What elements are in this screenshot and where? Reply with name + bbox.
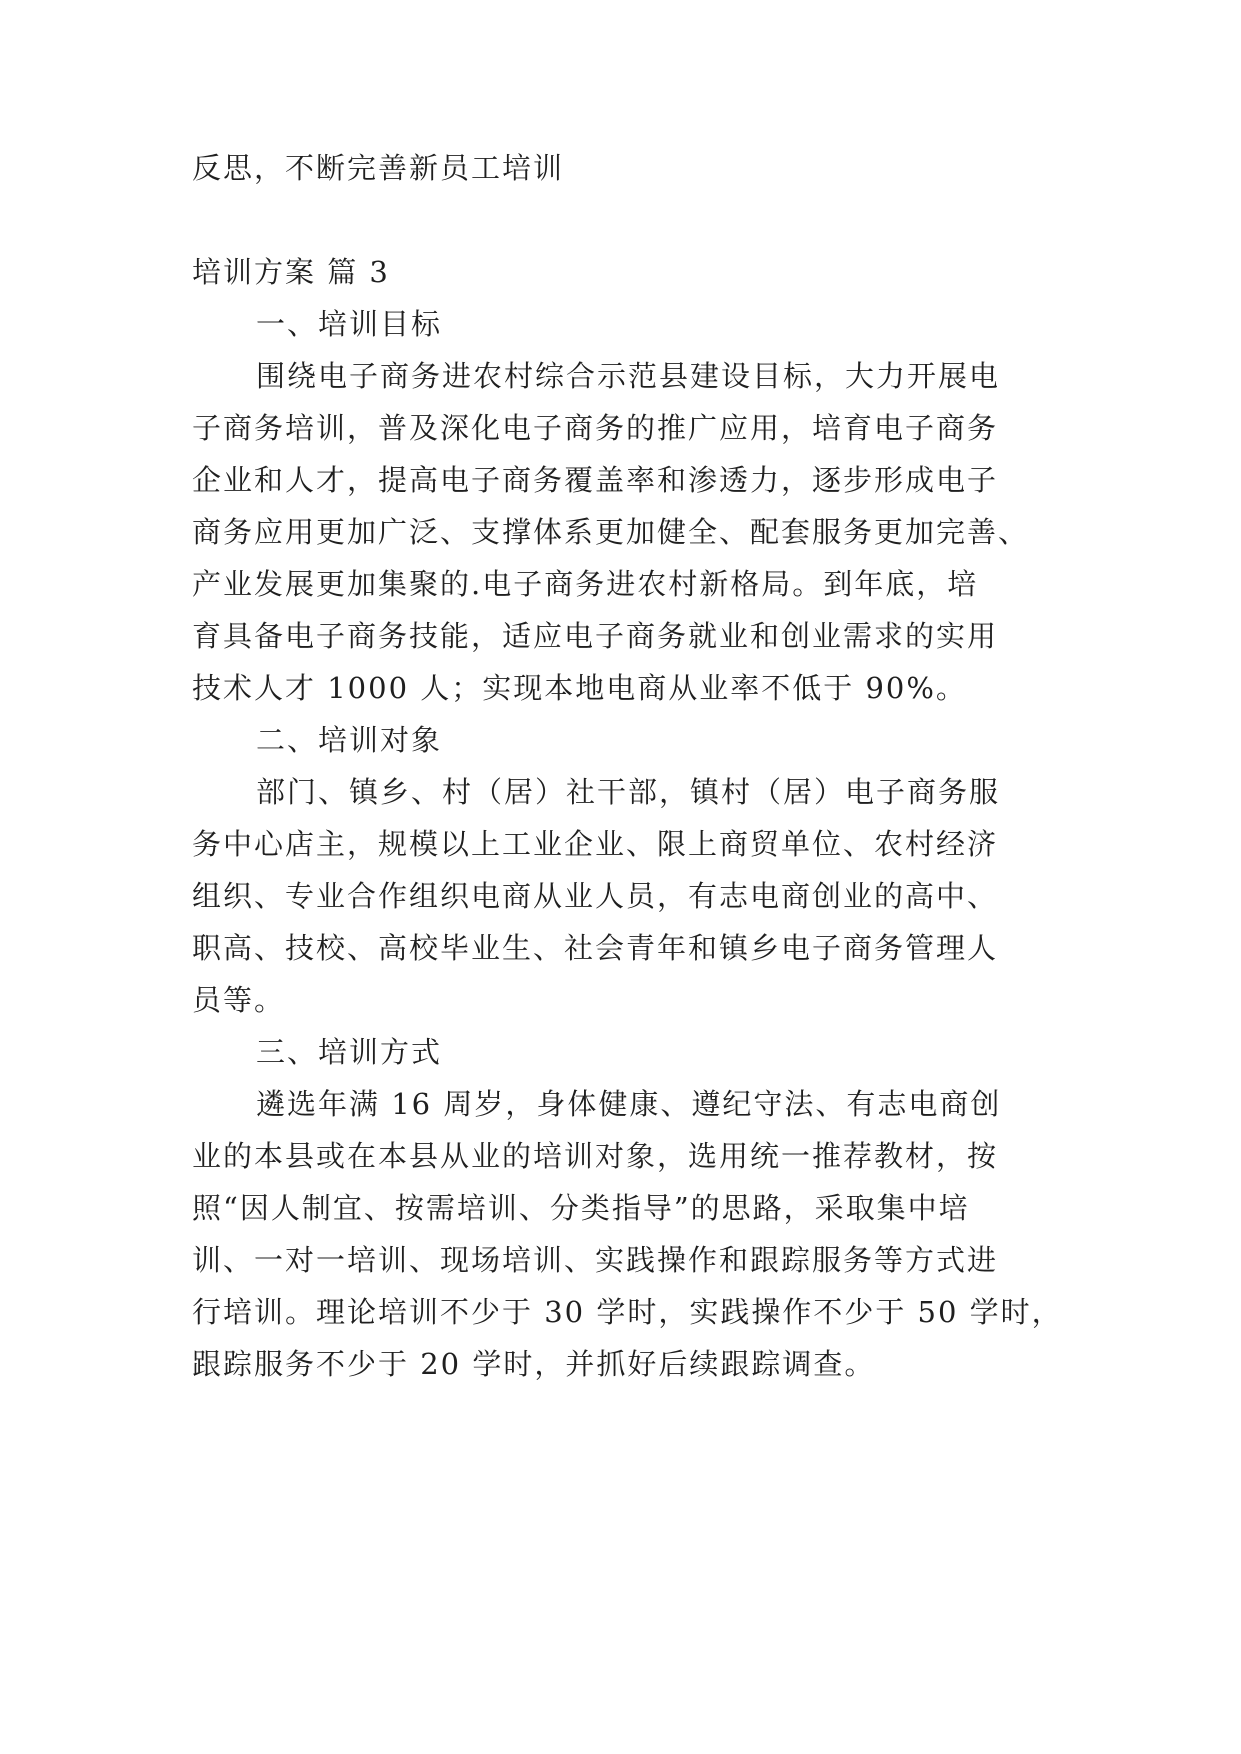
body-line: 商务应用更加广泛、支撑体系更加健全、配套服务更加完善、 [192,515,1030,549]
body-line: 育具备电子商务技能，适应电子商务就业和创业需求的实用 [192,619,999,653]
body-line: 业的本县或在本县从业的培训对象，选用统一推荐教材，按 [192,1139,999,1173]
body-line: 职高、技校、高校毕业生、社会青年和镇乡电子商务管理人 [192,931,999,965]
body-line: 技术人才 1000 人；实现本地电商从业率不低于 90%。 [192,671,967,705]
subheading-audience: 二、培训对象 [256,723,443,757]
subheading-goals: 一、培训目标 [256,307,443,341]
body-line: 遴选年满 16 周岁，身体健康、遵纪守法、有志电商创 [256,1087,1002,1121]
body-line: 企业和人才，提高电子商务覆盖率和渗透力，逐步形成电子 [192,463,999,497]
body-line: 跟踪服务不少于 20 学时，并抓好后续跟踪调查。 [192,1347,876,1381]
body-line: 照“因人制宜、按需培训、分类指导”的思路，采取集中培 [192,1191,970,1225]
body-line: 子商务培训，普及深化电子商务的推广应用，培育电子商务 [192,411,999,445]
subheading-method: 三、培训方式 [256,1035,443,1069]
paragraph-tail: 反思，不断完善新员工培训 [192,151,565,185]
section-heading: 培训方案 篇 3 [192,255,390,289]
body-line: 务中心店主，规模以上工业企业、限上商贸单位、农村经济 [192,827,999,861]
body-line: 训、一对一培训、现场培训、实践操作和跟踪服务等方式进 [192,1243,999,1277]
body-line: 行培训。理论培训不少于 30 学时，实践操作不少于 50 学时， [192,1295,1063,1329]
body-line: 产业发展更加集聚的.电子商务进农村新格局。到年底，培 [192,567,979,601]
body-line: 组织、专业合作组织电商从业人员，有志电商创业的高中、 [192,879,999,913]
body-line: 部门、镇乡、村（居）社干部，镇村（居）电子商务服 [256,775,1001,809]
body-line: 围绕电子商务进农村综合示范县建设目标，大力开展电 [256,359,1001,393]
body-line: 员等。 [192,983,286,1017]
